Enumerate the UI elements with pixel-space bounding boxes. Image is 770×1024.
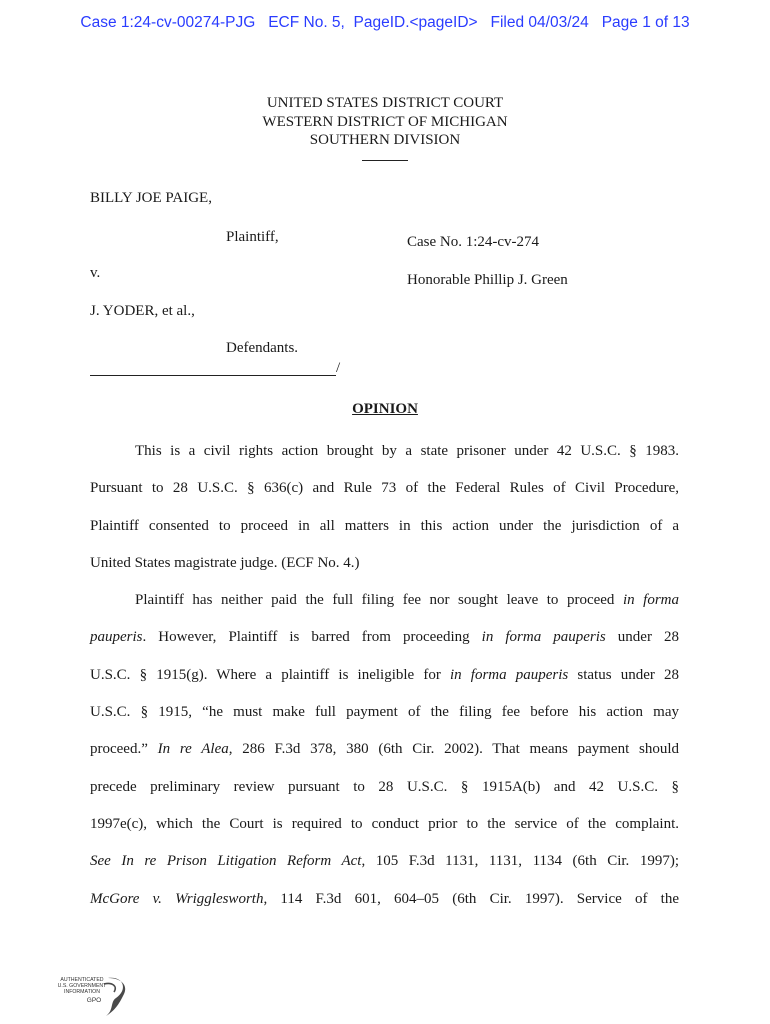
italic-run: in forma [622,592,679,609]
text-run: , 105 F.3d 1131, 1131, 1134 (6th Cir. 1997); [361,853,679,870]
logo-text-2: U.S. GOVERNMENT [57,983,107,989]
text-run: U.S.C. § 1915(g). Where a plaintiff is ineligible for [90,666,450,683]
ecf-filing-header [0,14,770,32]
gpo-authenticated-logo [44,972,130,1018]
logo-text-gpo: GPO [86,997,102,1004]
plaintiff-role: Plaintiff, [226,229,279,245]
plaintiff-name: BILLY JOE PAIGE, [90,190,212,206]
court-heading [0,94,770,161]
paragraph-2 [90,582,679,918]
opinion-body [90,433,679,918]
heading-divider [362,160,408,161]
body-line [90,881,679,918]
defendant-name: J. YODER, et al., [90,303,195,319]
text-run: status under 28 [568,666,679,683]
logo-text-1: AUTHENTICATED [60,977,104,983]
judge-name: Honorable Phillip J. Green [407,272,568,288]
italic-run: in forma pauperis [481,629,606,646]
caption-slash: / [336,360,341,376]
header-case-number: Case 1:24-cv-00274-PJG [80,14,256,31]
body-line: U.S.C. § 1915, “he must make full payment of the filing fee before his action may [90,704,679,721]
versus: v. [90,265,101,281]
court-division: SOUTHERN DIVISION [309,132,461,148]
logo-text-3: INFORMATION [64,989,100,995]
paragraph-1 [90,433,679,582]
court-district: WESTERN DISTRICT OF MICHIGAN [262,113,508,130]
body-line: 1997e(c), which the Court is required to conduct prior to the service of the complaint. [90,815,679,832]
italic-run: pauperis [90,629,143,646]
body-line [90,582,679,619]
body-line [90,843,679,880]
text-run: under 28 [605,629,680,646]
header-ecf-number: ECF No. 5, [268,14,345,31]
body-line: Pursuant to 28 U.S.C. § 636(c) and Rule 73 of the Federal Rules of Civil Procedure, [90,480,679,497]
case-number: Case No. 1:24-cv-274 [407,234,540,250]
body-line [90,731,679,768]
text-run: Plaintiff has neither paid the full filing fee nor sought leave to proceed [135,592,623,609]
text-run: , 286 F.3d 378, 380 (6th Cir. 2002). That means payment should [228,741,679,758]
text-run: . However, Plaintiff is barred from proceeding [142,629,482,646]
text-run: , 114 F.3d 601, 604–05 (6th Cir. 1997). Service of the [263,890,679,907]
case-citation: In re Alea [157,741,229,758]
body-line: precede preliminary review pursuant to 28 U.S.C. § 1915A(b) and 42 U.S.C. § [90,778,679,795]
caption-underline [90,375,336,376]
body-line: This is a civil rights action brought by a state prisoner under 42 U.S.C. § 1983. [135,443,679,459]
defendant-role: Defendants. [226,340,299,356]
body-line [90,619,679,656]
italic-run: in forma pauperis [449,666,569,683]
opinion-title: OPINION [352,401,418,417]
court-name: UNITED STATES DISTRICT COURT [266,95,504,111]
body-line: United States magistrate judge. (ECF No. 4.) [90,554,360,571]
header-filed-date: Filed 04/03/24 [490,14,589,31]
case-citation: McGore v. Wrigglesworth [90,890,264,907]
header-pageid: PageID.<pageID> [353,14,478,31]
text-run: proceed.” [90,741,158,758]
case-citation: See In re Prison Litigation Reform Act [90,853,362,870]
body-line: Plaintiff consented to proceed in all matters in this action under the jurisdiction of a [90,517,679,534]
header-page-count: Page 1 of 13 [601,14,690,31]
body-line [90,657,679,694]
